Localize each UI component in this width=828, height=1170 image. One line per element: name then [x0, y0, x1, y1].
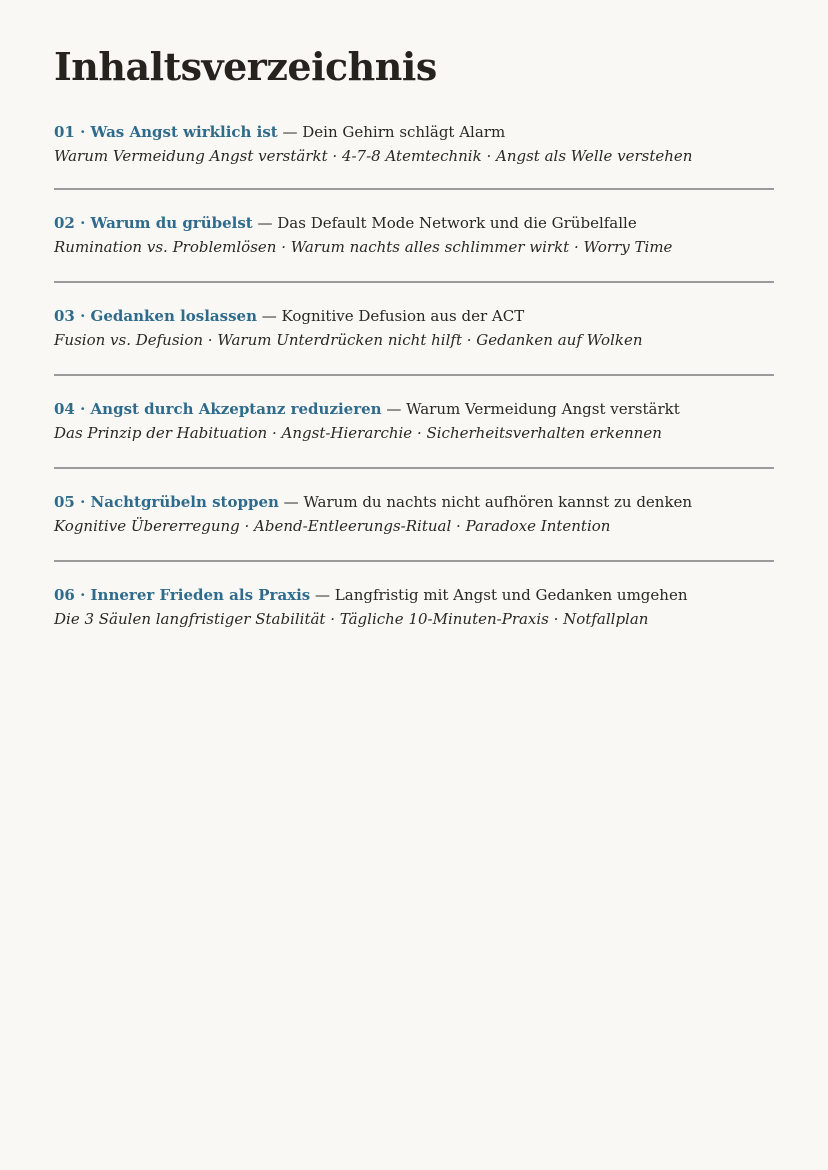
chapter-topics: Warum Vermeidung Angst verstärkt · 4-7-8 Atemtechnik · Angst als Welle verstehen [54, 147, 693, 165]
chapter-subtitle: — Dein Gehirn schlägt Alarm [277, 123, 506, 141]
toc-entry-01 [54, 120, 774, 190]
toc-entry-headline [54, 583, 774, 607]
chapter-title: 02 · Warum du grübelst [54, 214, 253, 232]
chapter-topics: Die 3 Säulen langfristiger Stabilität · Tägliche 10-Minuten-Praxis · Notfallplan [54, 610, 649, 628]
toc-entry-03 [54, 283, 774, 376]
chapter-title: 03 · Gedanken loslassen [54, 307, 257, 325]
chapter-topics: Fusion vs. Defusion · Warum Unterdrücken nicht hilft · Gedanken auf Wolken [54, 331, 643, 349]
chapter-subtitle: — Das Default Mode Network und die Grübelfalle [252, 214, 637, 232]
chapter-topics: Kognitive Übererregung · Abend-Entleerungs-Ritual · Paradoxe Intention [54, 517, 611, 535]
page-title: Inhaltsverzeichnis [54, 44, 437, 89]
toc-entry-headline [54, 490, 774, 514]
chapter-title: 06 · Innerer Frieden als Praxis [54, 586, 311, 604]
toc-entry-headline [54, 120, 774, 144]
toc-entry-headline [54, 211, 774, 235]
toc-entry-05 [54, 469, 774, 562]
toc-entry-headline [54, 304, 774, 328]
toc-entry-02 [54, 190, 774, 283]
chapter-title: 01 · Was Angst wirklich ist [54, 123, 278, 141]
table-of-contents [54, 120, 774, 655]
chapter-subtitle: — Warum Vermeidung Angst verstärkt [381, 400, 680, 418]
toc-entry-04 [54, 376, 774, 469]
toc-entry-06 [54, 562, 774, 655]
chapter-topics: Rumination vs. Problemlösen · Warum nachts alles schlimmer wirkt · Worry Time [54, 238, 673, 256]
chapter-subtitle: — Langfristig mit Angst und Gedanken umgehen [310, 586, 688, 604]
chapter-subtitle: — Warum du nachts nicht aufhören kannst zu denken [278, 493, 693, 511]
chapter-title: 05 · Nachtgrübeln stoppen [54, 493, 279, 511]
chapter-title: 04 · Angst durch Akzeptanz reduzieren [54, 400, 382, 418]
toc-entry-headline [54, 397, 774, 421]
chapter-subtitle: — Kognitive Defusion aus der ACT [256, 307, 525, 325]
chapter-topics: Das Prinzip der Habituation · Angst-Hierarchie · Sicherheitsverhalten erkennen [54, 424, 662, 442]
